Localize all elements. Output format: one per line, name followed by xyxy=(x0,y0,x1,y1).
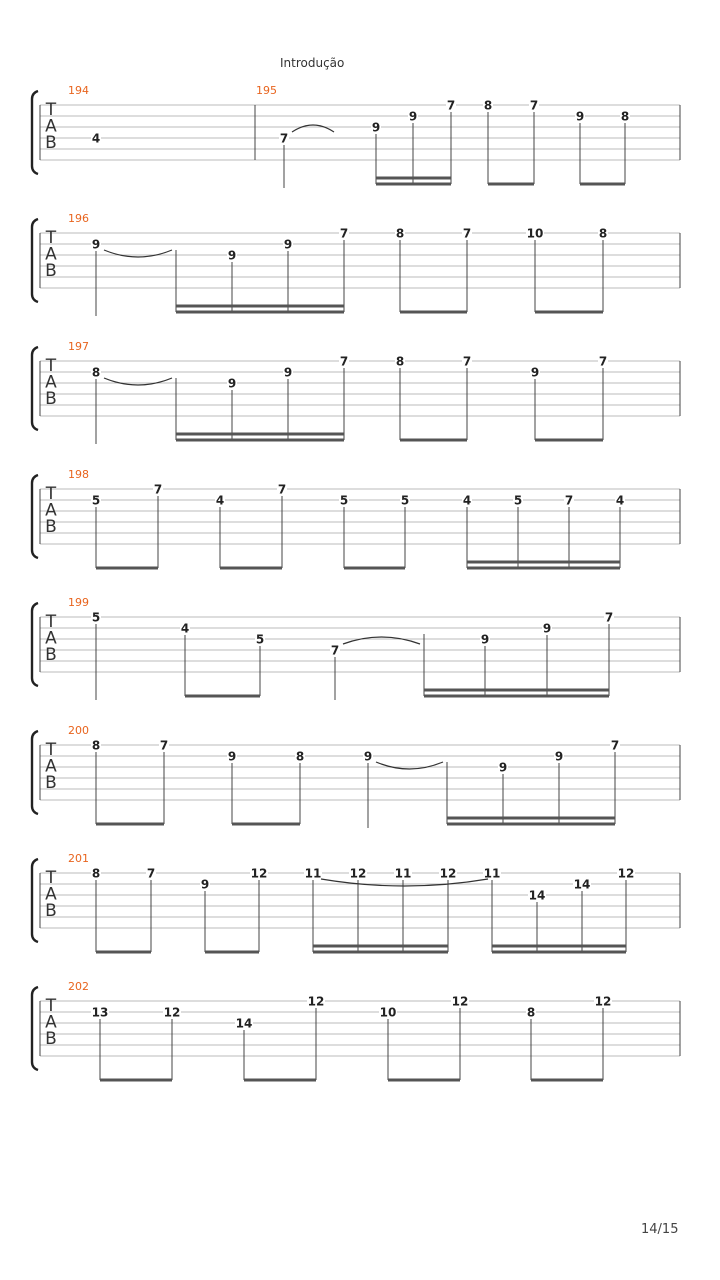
fret-number: 4 xyxy=(462,493,472,508)
tab-clef-letter: T xyxy=(45,228,57,248)
fret-number: 9 xyxy=(542,621,552,636)
fret-number: 4 xyxy=(215,493,225,508)
fret-number: 7 xyxy=(462,226,472,241)
fret-number: 12 xyxy=(250,866,268,881)
fret-number: 11 xyxy=(483,866,501,881)
tab-clef-letter: T xyxy=(45,996,57,1016)
tab-clef-letter: B xyxy=(45,261,57,281)
fret-number: 4 xyxy=(91,131,101,146)
system-bracket xyxy=(32,987,38,1070)
tab-clef-letter: B xyxy=(45,773,57,793)
fret-number: 11 xyxy=(304,866,322,881)
fret-number: 9 xyxy=(227,248,237,263)
fret-number: 9 xyxy=(227,749,237,764)
tab-clef-letter: A xyxy=(45,756,57,777)
fret-number: 7 xyxy=(339,354,349,369)
tab-clef-letter: A xyxy=(45,244,57,265)
fret-number: 10 xyxy=(526,226,544,241)
tab-clef-letter: B xyxy=(45,901,57,921)
measure-number: 202 xyxy=(68,980,89,993)
fret-number: 5 xyxy=(91,610,101,625)
tab-clef-letter: B xyxy=(45,517,57,537)
fret-number: 5 xyxy=(513,493,523,508)
fret-number: 4 xyxy=(180,621,190,636)
fret-number: 9 xyxy=(91,237,101,252)
fret-number: 9 xyxy=(283,365,293,380)
system-bracket xyxy=(32,219,38,302)
tab-clef-letter: T xyxy=(45,484,57,504)
fret-number: 14 xyxy=(528,888,546,903)
measure-number: 197 xyxy=(68,340,89,353)
measure-number: 196 xyxy=(68,212,89,225)
fret-number: 9 xyxy=(575,109,585,124)
tie-arc xyxy=(292,125,334,132)
system-bracket xyxy=(32,731,38,814)
fret-number: 7 xyxy=(610,738,620,753)
fret-number: 8 xyxy=(91,866,101,881)
tie-arc xyxy=(376,762,443,769)
fret-number: 13 xyxy=(91,1005,109,1020)
tab-clef-letter: A xyxy=(45,628,57,649)
system-bracket xyxy=(32,859,38,942)
fret-number: 14 xyxy=(573,877,591,892)
fret-number: 7 xyxy=(446,98,456,113)
fret-number: 4 xyxy=(615,493,625,508)
tie-arc xyxy=(104,378,172,385)
fret-number: 12 xyxy=(307,994,325,1009)
fret-number: 9 xyxy=(480,632,490,647)
tab-clef-letter: T xyxy=(45,356,57,376)
fret-number: 8 xyxy=(483,98,493,113)
tab-clef-letter: T xyxy=(45,612,57,632)
tab-clef-letter: A xyxy=(45,1012,57,1033)
fret-number: 7 xyxy=(598,354,608,369)
fret-number: 9 xyxy=(408,109,418,124)
measure-number: 199 xyxy=(68,596,89,609)
fret-number: 12 xyxy=(451,994,469,1009)
fret-number: 9 xyxy=(227,376,237,391)
measure-number: 195 xyxy=(256,84,277,97)
fret-number: 8 xyxy=(598,226,608,241)
system-bracket xyxy=(32,347,38,430)
fret-number: 7 xyxy=(462,354,472,369)
fret-number: 12 xyxy=(594,994,612,1009)
fret-number: 8 xyxy=(395,354,405,369)
system-bracket xyxy=(32,91,38,174)
fret-number: 8 xyxy=(395,226,405,241)
fret-number: 7 xyxy=(564,493,574,508)
tab-clef-letter: B xyxy=(45,133,57,153)
tie-arc xyxy=(104,250,172,257)
fret-number: 8 xyxy=(91,738,101,753)
tab-clef-letter: A xyxy=(45,500,57,521)
fret-number: 10 xyxy=(379,1005,397,1020)
measure-number: 198 xyxy=(68,468,89,481)
measure-number: 200 xyxy=(68,724,89,737)
fret-number: 7 xyxy=(279,131,289,146)
tab-clef-letter: T xyxy=(45,740,57,760)
tab-clef-letter: A xyxy=(45,884,57,905)
fret-number: 9 xyxy=(283,237,293,252)
measure-number: 194 xyxy=(68,84,89,97)
system-bracket xyxy=(32,475,38,558)
fret-number: 9 xyxy=(371,120,381,135)
fret-number: 8 xyxy=(295,749,305,764)
tab-clef-letter: A xyxy=(45,116,57,137)
tie-arc xyxy=(343,637,420,644)
fret-number: 8 xyxy=(91,365,101,380)
fret-number: 8 xyxy=(620,109,630,124)
fret-number: 7 xyxy=(330,643,340,658)
fret-number: 9 xyxy=(498,760,508,775)
fret-number: 12 xyxy=(617,866,635,881)
page-number: 14/15 xyxy=(641,1222,679,1237)
tab-clef-letter: A xyxy=(45,372,57,393)
fret-number: 7 xyxy=(339,226,349,241)
fret-number: 7 xyxy=(529,98,539,113)
fret-number: 12 xyxy=(349,866,367,881)
tab-clef-letter: B xyxy=(45,645,57,665)
fret-number: 7 xyxy=(159,738,169,753)
fret-number: 12 xyxy=(163,1005,181,1020)
fret-number: 9 xyxy=(363,749,373,764)
system-bracket xyxy=(32,603,38,686)
fret-number: 7 xyxy=(153,482,163,497)
tab-clef-letter: T xyxy=(45,868,57,888)
tab-clef-letter: T xyxy=(45,100,57,120)
tab-clef-letter: B xyxy=(45,389,57,409)
fret-number: 5 xyxy=(339,493,349,508)
fret-number: 9 xyxy=(200,877,210,892)
fret-number: 9 xyxy=(554,749,564,764)
measure-number: 201 xyxy=(68,852,89,865)
fret-number: 12 xyxy=(439,866,457,881)
fret-number: 5 xyxy=(91,493,101,508)
fret-number: 7 xyxy=(146,866,156,881)
fret-number: 7 xyxy=(604,610,614,625)
tab-clef-letter: B xyxy=(45,1029,57,1049)
fret-number: 9 xyxy=(530,365,540,380)
fret-number: 5 xyxy=(400,493,410,508)
fret-number: 14 xyxy=(235,1016,253,1031)
fret-number: 8 xyxy=(526,1005,536,1020)
section-title: Introdução xyxy=(280,56,345,70)
fret-number: 7 xyxy=(277,482,287,497)
fret-number: 11 xyxy=(394,866,412,881)
fret-number: 5 xyxy=(255,632,265,647)
